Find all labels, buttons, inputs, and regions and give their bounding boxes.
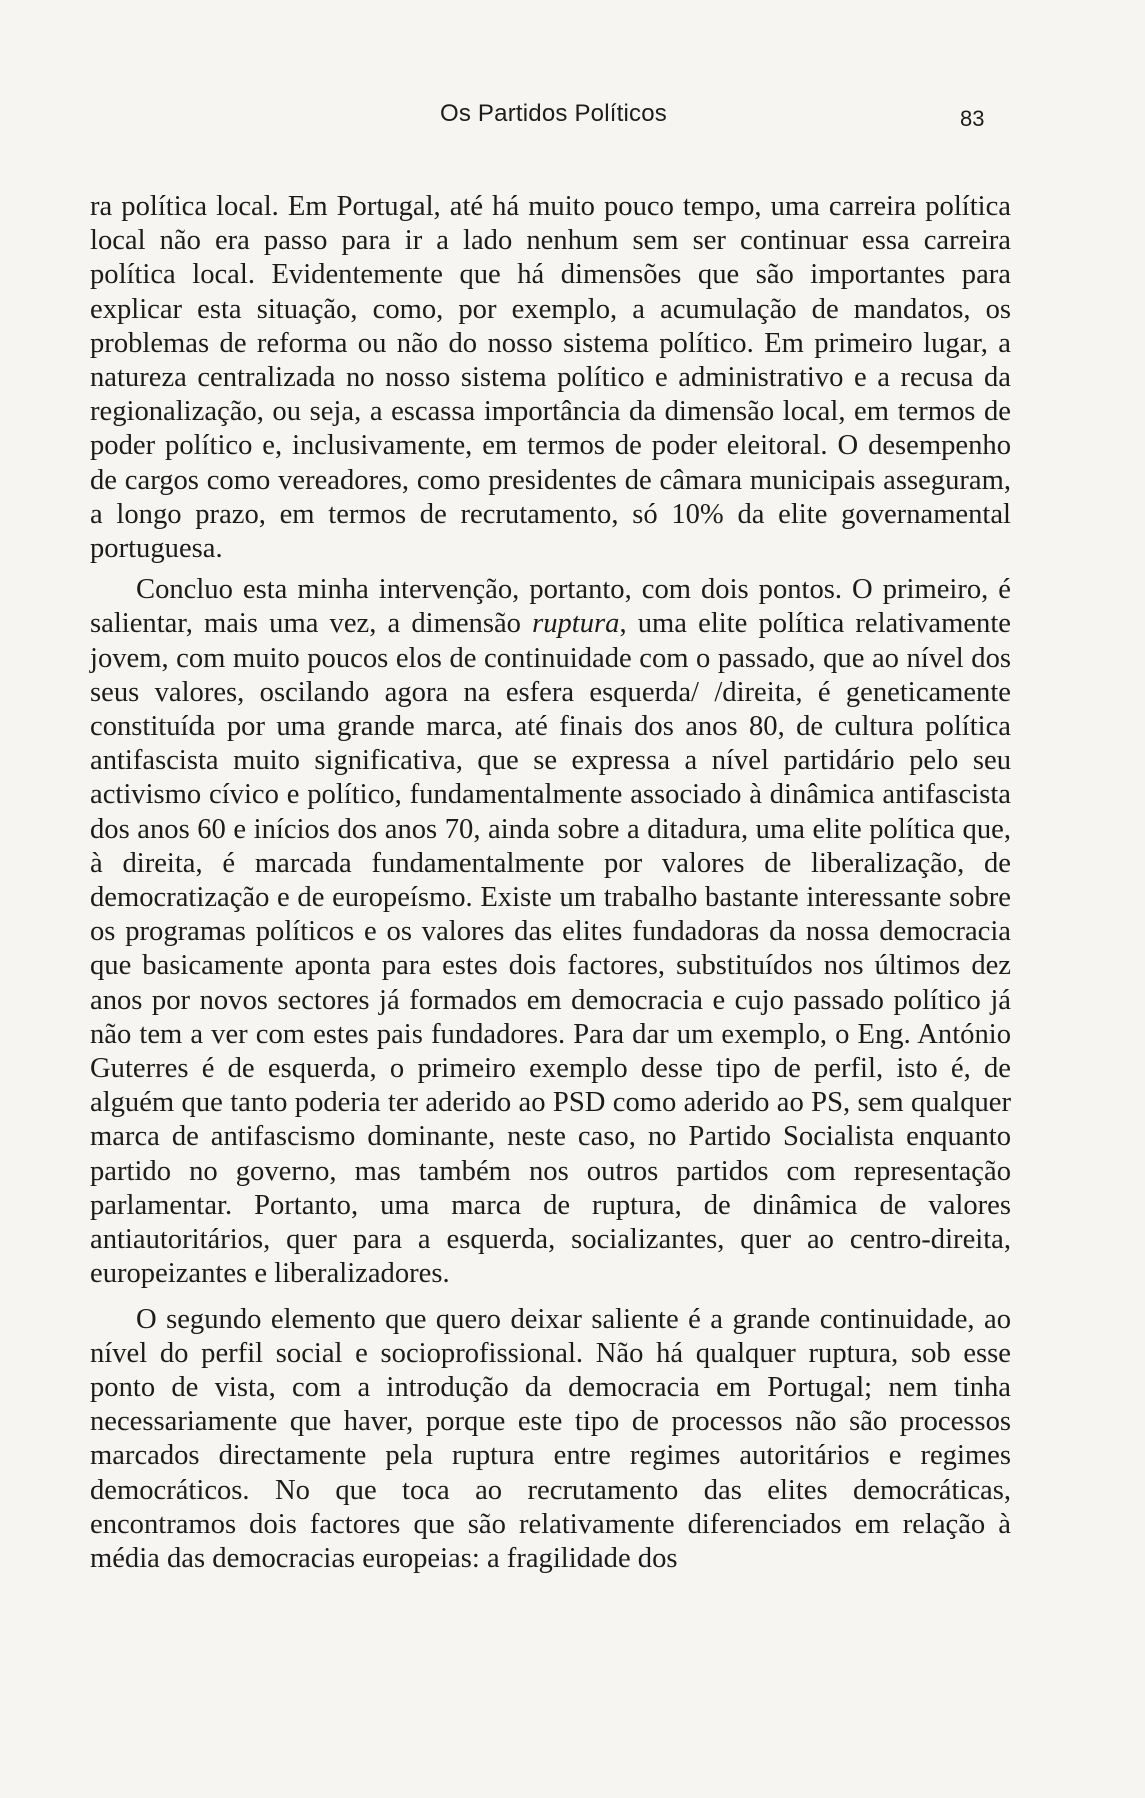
paragraph-continued: [90, 190, 1011, 566]
italic-term: ruptura: [532, 608, 620, 640]
paragraph-second-element: [90, 1303, 1011, 1577]
paragraph-text: , uma elite política relativamente jovem, com muito poucos elos de continuidade com o passado, que ao nível dos seus valores, oscilando agora na esfera esquerda/ /direita, é geneticamente constituída por uma grande marca, até finais dos anos 80, de cultura política antifascista muito significativa, que se expressa a nível partidário pelo seu activismo cívico e político, fundamentalmente associado à dinâmica antifascista dos anos 60 e inícios dos anos 70, ainda sobre a ditadura, uma elite política que, à direita, é marcada fundamentalmente por valores de liberalização, de democratização e de europeísmo. Existe um trabalho bastante interessante sobre os programas políticos e os valores das elites fundadoras da nossa democracia que basicamente aponta para estes dois factores, substituídos nos últimos dez anos por novos sectores já formados em democracia e cujo passado político já não tem a ver com estes pais fundadores. Para dar um exemplo, o Eng. António Guterres é de esquerda, o primeiro exemplo desse tipo de perfil, isto é, de alguém que tanto poderia ter aderido ao PSD como aderido ao PS, sem qualquer marca de antifascismo dominante, neste caso, no Partido Socialista enquanto partido no governo, mas também nos outros partidos com representação parlamentar. Portanto, uma marca de ruptura, de dinâmica de valores antiautoritários, quer para a esquerda, socializantes, quer ao centro-direita, europeizantes e liberalizadores.: [90, 608, 1011, 1290]
page-number: 83: [960, 106, 985, 131]
page-header: [0, 100, 1145, 140]
body-text: [90, 190, 1011, 1576]
paragraph-text: Concluo esta minha intervenção, portanto, com dois pontos. O primeiro, é salientar, mais uma vez, a dimensão: [90, 574, 1011, 640]
paragraph-text: O segundo elemento que quero deixar saliente é a grande continuidade, ao nível do perfil social e socioprofissional. Não há qualquer ruptura, sob esse ponto de vista, com a introdução da democracia em Portugal; nem tinha necessariamente que haver, porque este tipo de processos não são processos marcados directamente pela ruptura entre regimes autoritários e regimes democráticos. No que toca ao recrutamento das elites democráticas, encontramos dois factores que são relativamente diferenciados em relação à média das democracias europeias: a fragilidade dos: [90, 1303, 1011, 1574]
running-title: Os Partidos Políticos: [440, 100, 667, 127]
paragraph-conclusion: [90, 573, 1011, 1291]
paragraph-text: ra política local. Em Portugal, até há muito pouco tempo, uma carreira política local não era passo para ir a lado nenhum sem ser continuar essa carreira política local. Evidentemente que há dimensões que são importantes para explicar esta situação, como, por exemplo, a acumulação de mandatos, os problemas de reforma ou não do nosso sistema político. Em primeiro lugar, a natureza centralizada no nosso sistema político e administrativo e a recusa da regionalização, ou seja, a escassa importância da dimensão local, em termos de poder político e, inclusivamente, em termos de poder eleitoral. O desempenho de cargos como vereadores, como presidentes de câmara municipais asseguram, a longo prazo, em termos de recrutamento, só 10% da elite governamental portuguesa.: [90, 191, 1011, 565]
